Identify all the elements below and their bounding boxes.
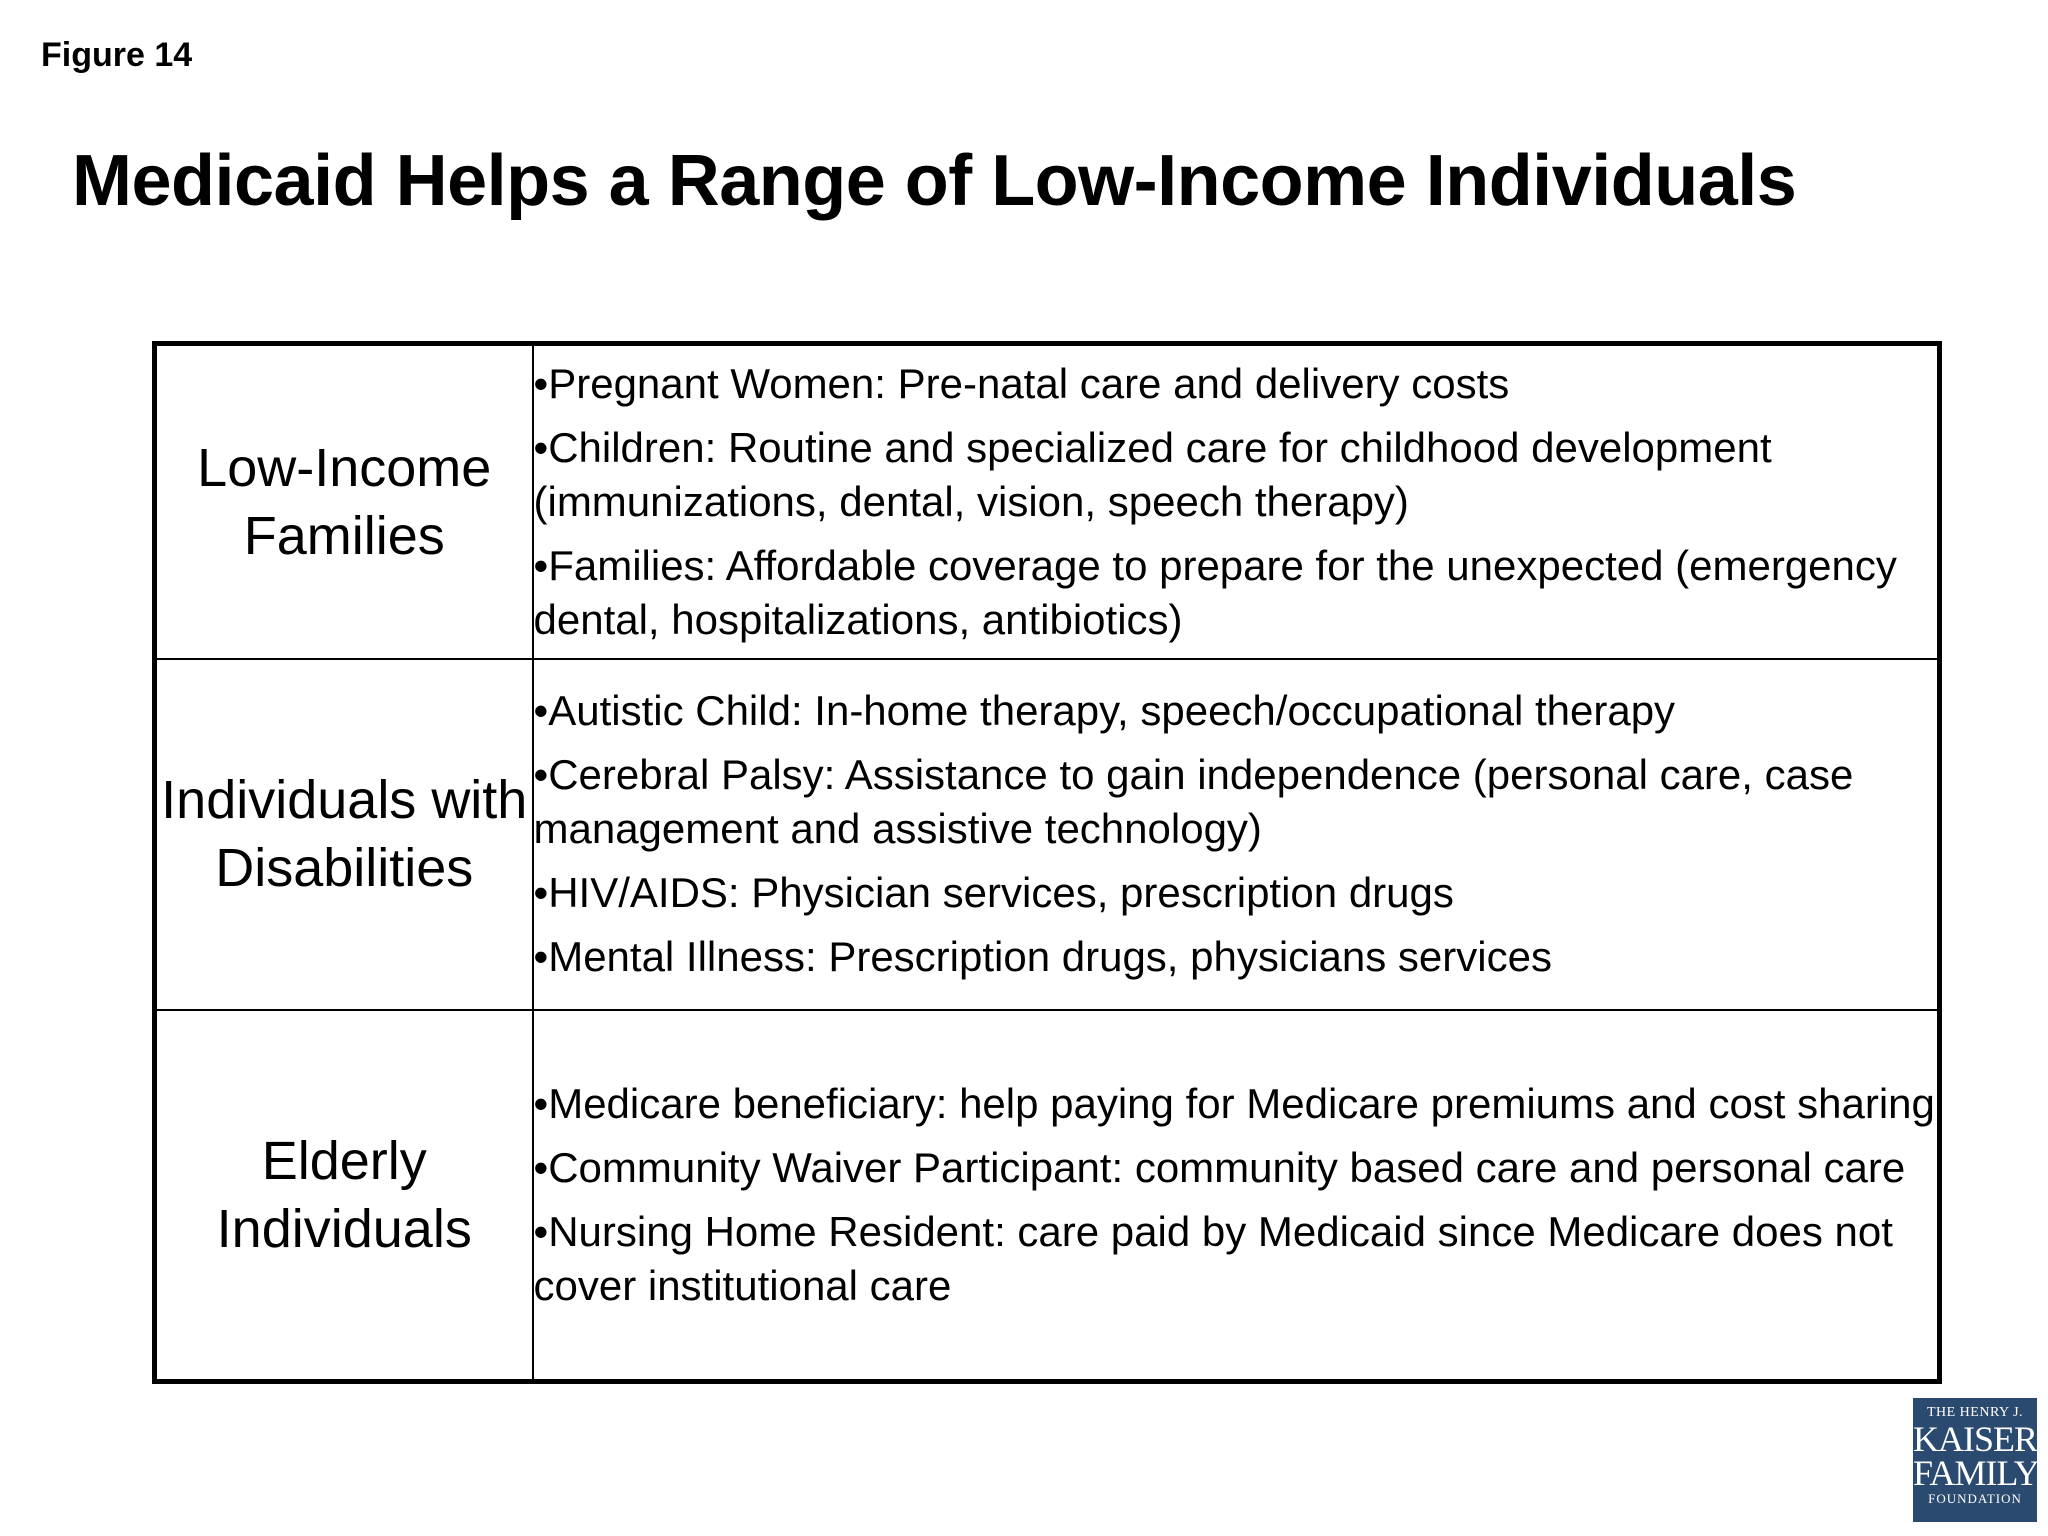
item-text: Pre-natal care and delivery costs	[897, 359, 1510, 407]
logo-line: KAISER	[1913, 1419, 2038, 1459]
item-heading: •Pregnant Women:	[533, 359, 886, 407]
list-item	[534, 357, 1938, 411]
list-item	[534, 1205, 1938, 1313]
item-text: community based care and personal care	[1134, 1143, 1906, 1191]
item-heading: •Children:	[533, 423, 717, 471]
list-item	[534, 421, 1938, 529]
logo-line: THE HENRY J.	[1926, 1405, 2024, 1420]
item-text: help paying for Medicare premiums and cost sharing	[959, 1079, 1935, 1127]
group-items	[533, 344, 1940, 659]
list-item	[534, 866, 1938, 920]
coverage-table	[152, 341, 1942, 1384]
table-row-low-income-families	[155, 344, 1940, 659]
item-text: Routine and specialized care for childhood development (immunizations, dental, vision, speech therapy)	[533, 423, 1772, 525]
item-heading: •Medicare beneficiary:	[533, 1079, 948, 1127]
list-item	[534, 1077, 1938, 1131]
list-item	[534, 539, 1938, 647]
item-text: In-home therapy, speech/occupational therapy	[814, 687, 1676, 734]
list-item	[534, 1141, 1938, 1195]
list-item	[534, 930, 1938, 984]
page-title: Medicaid Helps a Range of Low-Income Individuals	[72, 141, 1797, 221]
group-items	[533, 659, 1940, 1010]
item-text: care paid by Medicaid since Medicare does not cover institutional care	[533, 1207, 1893, 1309]
table-row-elderly-individuals	[155, 1010, 1940, 1382]
group-items	[533, 1010, 1940, 1382]
item-text: Affordable coverage to prepare for the unexpected (emergency dental, hospitalizations, antibiotics)	[533, 541, 1897, 643]
group-label: Low-Income Families	[155, 344, 533, 659]
group-label: Elderly Individuals	[155, 1010, 533, 1382]
item-heading: •Families:	[533, 541, 717, 589]
kaiser-family-foundation-logo	[1913, 1398, 2037, 1522]
group-label: Individuals with Disabilities	[155, 659, 533, 1010]
logo-line: FOUNDATION	[1928, 1491, 2022, 1506]
item-heading: •HIV/AIDS:	[533, 869, 740, 916]
item-text: Physician services, prescription drugs	[751, 869, 1454, 916]
item-text: Assistance to gain independence (personal care, case management and assistive technology)	[533, 751, 1854, 852]
figure-label: Figure 14	[41, 36, 193, 74]
item-heading: •Community Waiver Participant:	[533, 1143, 1124, 1191]
item-heading: •Mental Illness:	[533, 933, 817, 980]
item-heading: •Autistic Child:	[533, 687, 803, 734]
item-heading: •Cerebral Palsy:	[533, 751, 836, 798]
list-item	[534, 684, 1938, 738]
item-heading: •Nursing Home Resident:	[533, 1207, 1006, 1255]
logo-line: FAMILY	[1913, 1453, 2039, 1493]
list-item	[534, 748, 1938, 856]
table-row-individuals-with-disabilities	[155, 659, 1940, 1010]
item-text: Prescription drugs, physicians services	[828, 933, 1552, 980]
